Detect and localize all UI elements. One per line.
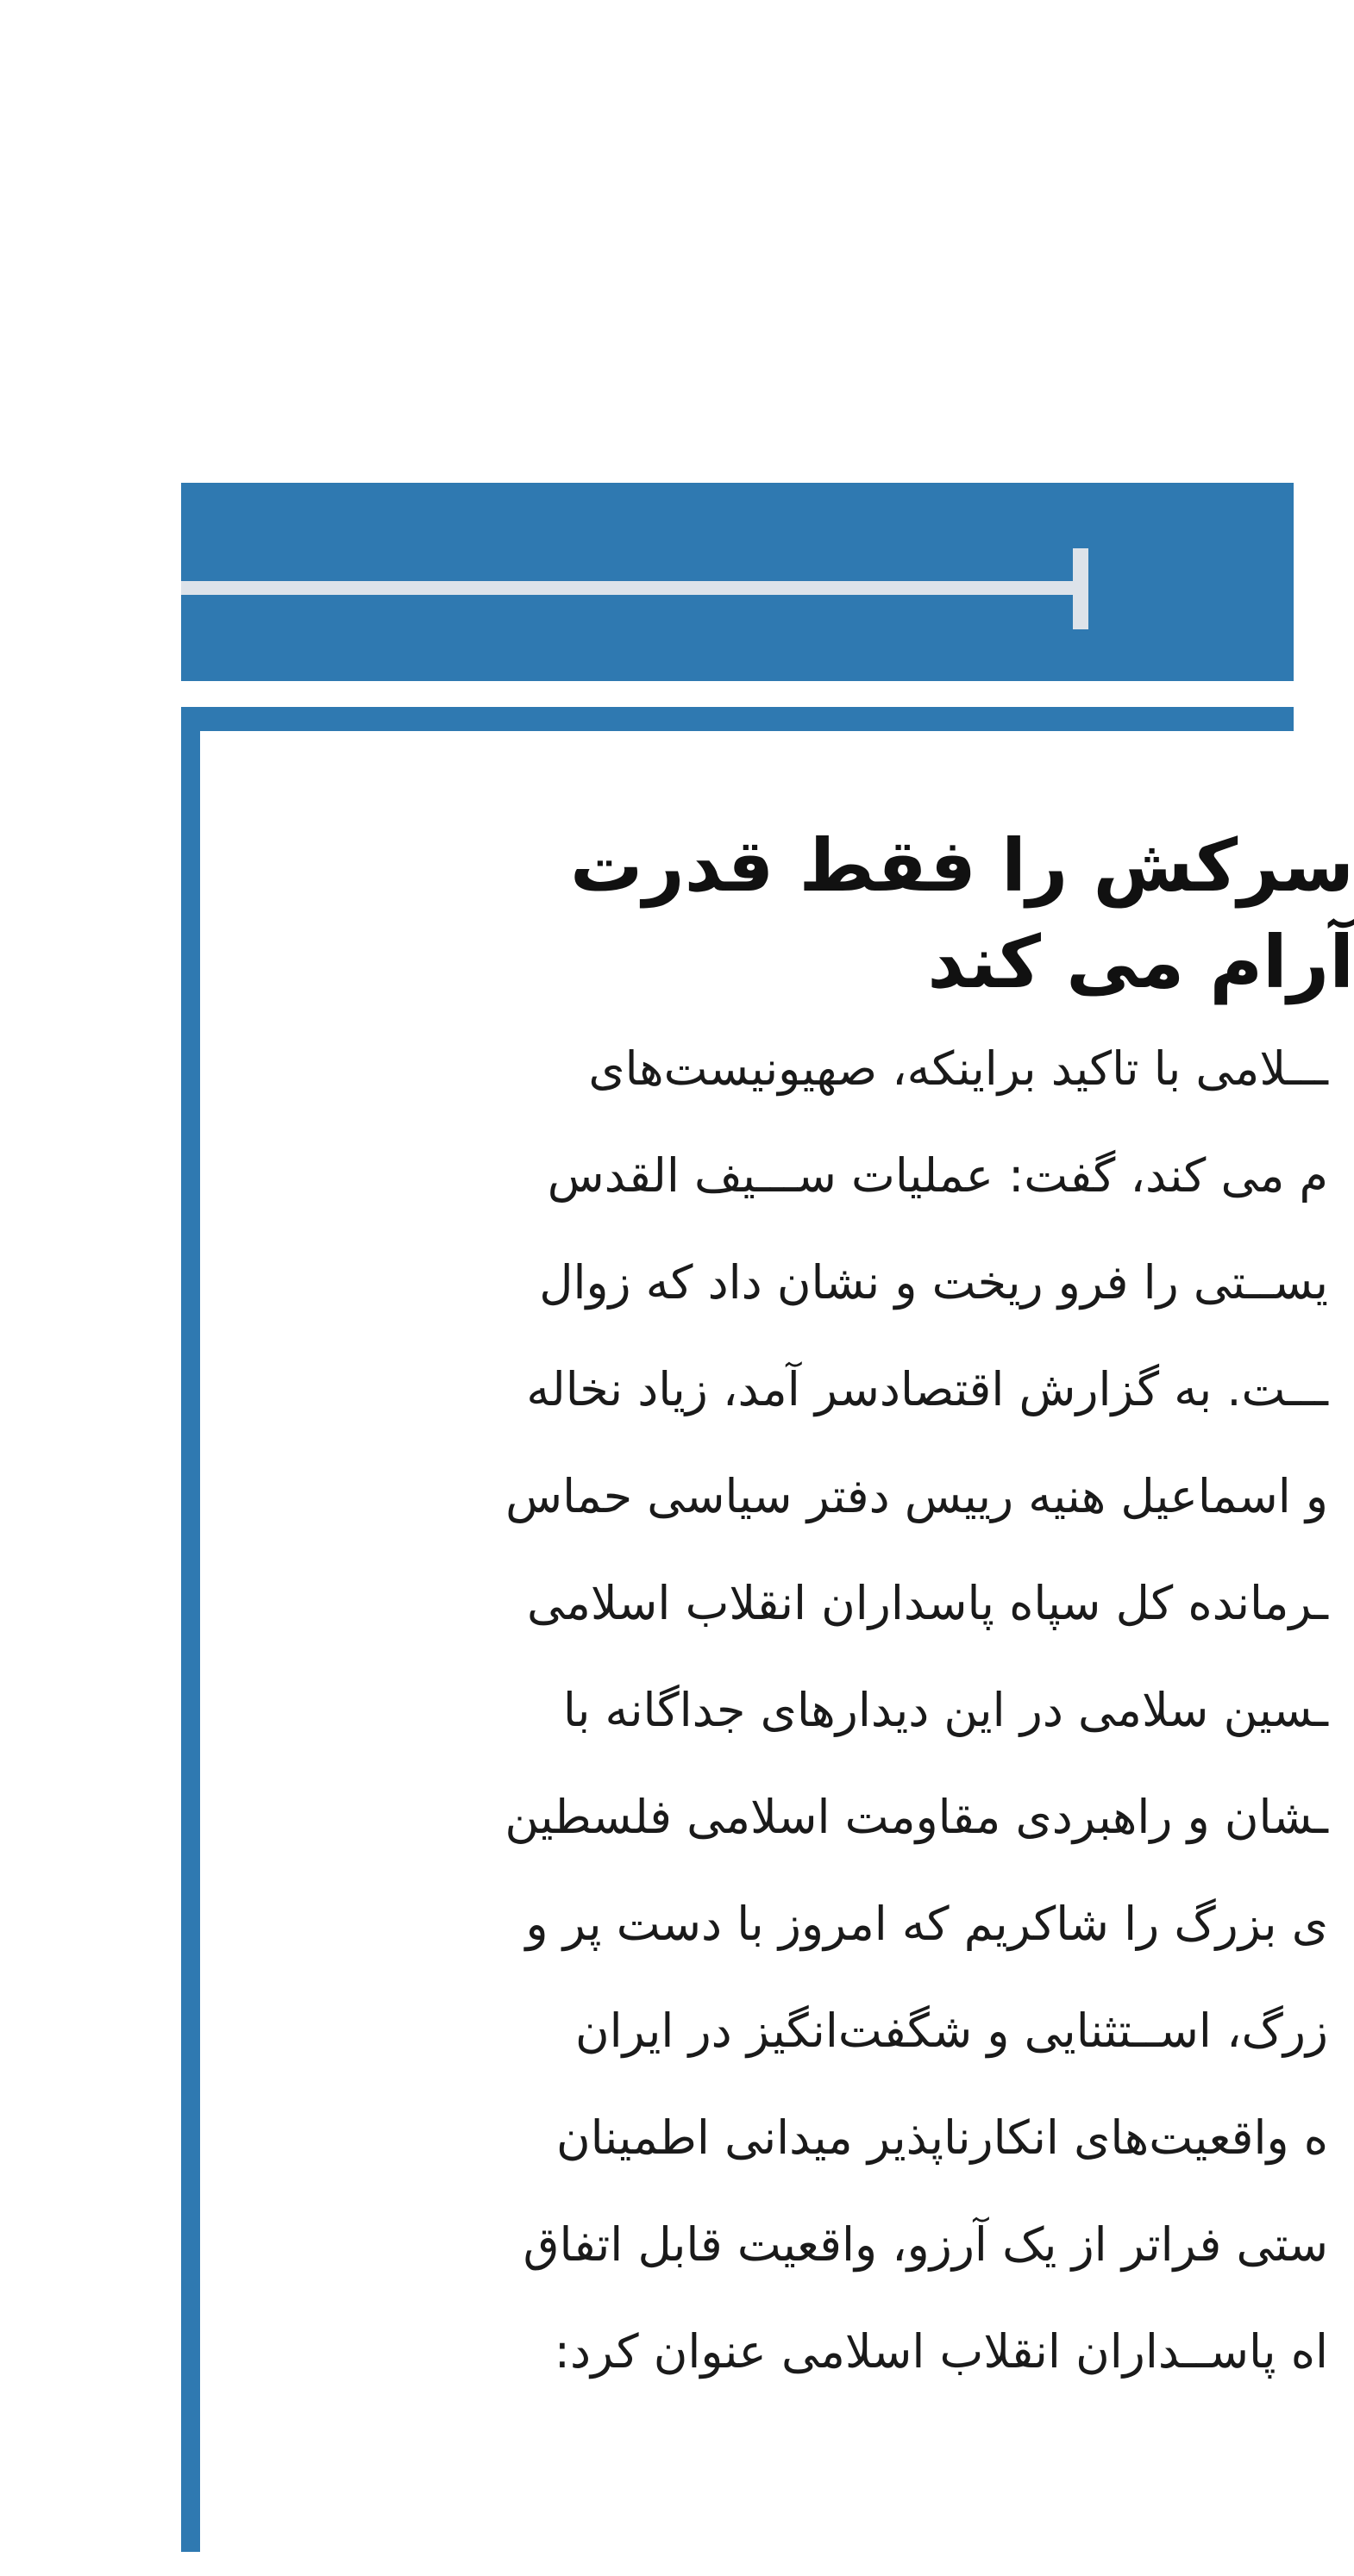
body-line: ستی فراتر از یک آرزو، واقعیت قابل اتفاق [523, 2217, 1328, 2272]
body-line: ـرمانده کل سپاه پاسداران انقلاب اسلامی [527, 1576, 1328, 1630]
article-headline [319, 817, 1354, 1010]
headline-line-2: آرام می کند [927, 920, 1354, 1004]
header-rule [181, 581, 1088, 595]
body-line: ـسین سلامی در این دیدارهای جداگانه با [562, 1683, 1328, 1737]
body-line: ـــت. به گزارش اقتصادسر آمد، زیاد نخاله [526, 1362, 1328, 1416]
body-line: ـــلامی با تاکید براینکه، صهیونیست‌های [588, 1041, 1328, 1096]
body-line: ـشان و راهبردی مقاومت اسلامی فلسطین [505, 1790, 1328, 1844]
body-line: و اسماعیل هنیه رییس دفتر سیاسی حماس [505, 1469, 1328, 1523]
body-line: ی بزرگ را شاکریم که امروز با دست پر و [525, 1897, 1328, 1951]
body-line: م می کند، گفت: عملیات ســـیف القدس [547, 1148, 1328, 1203]
body-line: اه پاســداران انقلاب اسلامی عنوان کرد: [554, 2324, 1328, 2379]
body-line: ه واقعیت‌های انکارناپذیر میدانی اطمینان [556, 2110, 1328, 2165]
body-line: زرگ، اســتثنایی و شگفت‌انگیز در ایران [574, 2004, 1328, 2058]
headline-line-1: سرکش را فقط قدرت [569, 823, 1354, 908]
article-panel [200, 731, 1354, 2542]
body-line: یســتی را فرو ریخت و نشان داد که زوال [539, 1255, 1328, 1310]
article-body [164, 1016, 1328, 2405]
header-rule-cap [1073, 548, 1088, 629]
